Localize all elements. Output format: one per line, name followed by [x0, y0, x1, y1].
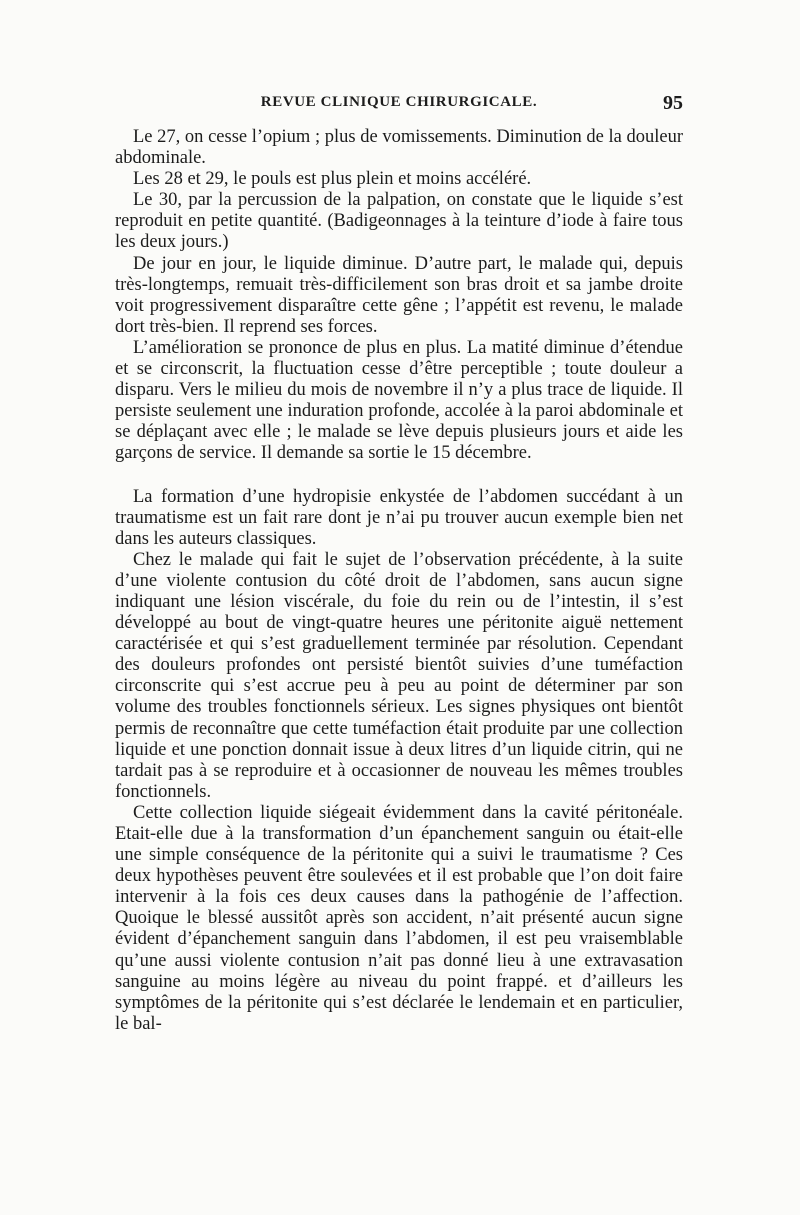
paragraph: L’amélioration se prononce de plus en plus. La matité diminue d’étendue et se circonscrit, la fluctuation cesse d’être perceptible ; toute douleur a disparu. Vers le milieu du mois de novembre il n’y a plus trace de liquide. Il persiste seulement une induration profonde, accolée à la paroi abdominale et se déplaçant avec elle ; le malade se lève depuis plusieurs jours et aide les garçons de service. Il demande sa sortie le 15 décembre. [115, 337, 683, 464]
body-text [115, 127, 683, 1035]
section-gap [115, 465, 683, 487]
paragraph: Chez le malade qui fait le sujet de l’observation précédente, à la suite d’une violente contusion du côté droit de l’abdomen, sans aucun signe indiquant une lésion viscérale, du foie du rein ou de l’intestin, il s’est développé au bout de vingt-quatre heures une péritonite aiguë nettement caractérisée et qui s’est graduellement terminée par résolution. Cependant des douleurs profondes ont persisté bientôt suivies d’une tuméfaction circonscrite qui s’est accrue peu à peu au point de déterminer par son volume des troubles fonctionnels sérieux. Les signes physiques ont bientôt permis de reconnaître que cette tuméfaction était produite par une collection liquide et une ponction donnait issue à deux litres d’un liquide citrin, qui ne tardait pas à se reproduire et à occasionner de nouveau les mêmes troubles fonctionnels. [115, 549, 683, 802]
paragraph: De jour en jour, le liquide diminue. D’autre part, le malade qui, depuis très-longtemps, remuait très-difficilement son bras droit et sa jambe droite voit progressivement disparaître cette gêne ; l’appétit est revenu, le malade dort très-bien. Il reprend ses forces. [115, 253, 683, 337]
page-header [115, 94, 683, 118]
paragraph: Les 28 et 29, le pouls est plus plein et moins accéléré. [133, 169, 532, 190]
paragraph: Le 30, par la percussion de la palpation, on constate que le liquide s’est reproduit en petite quantité. (Badigeonnages à la teinture d’iode à faire tous les deux jours.) [115, 190, 683, 253]
running-head: REVUE CLINIQUE CHIRURGICALE. [260, 94, 538, 110]
paragraph: La formation d’une hydropisie enkystée de l’abdomen succédant à un traumatisme est un fait rare dont je n’ai pu trouver aucun exemple bien net dans les auteurs classiques. [115, 486, 683, 549]
page-number: 95 [663, 92, 683, 114]
paragraph: Le 27, on cesse l’opium ; plus de vomissements. Diminution de la douleur abdominale. [115, 127, 683, 169]
paragraph: Cette collection liquide siégeait évidemment dans la cavité péritonéale. Etait-elle due à la transformation d’un épanchement sanguin ou était-elle une simple conséquence de la péritonite qui a suivi le traumatisme ? Ces deux hypothèses peuvent être soulevées et il est probable que l’on doit faire intervenir à la fois ces deux causes dans la pathogénie de l’affection. Quoique le blessé aussitôt après son accident, n’ait présenté aucun signe évident d’épanchement sanguin dans l’abdomen, il est peu vraisemblable qu’une aussi violente contusion n’ait pas donné lieu à une extravasation sanguine au moins légère au niveau du point frappé. et d’ailleurs les symptômes de la péritonite qui s’est déclarée le lendemain et en particulier, le bal- [115, 802, 683, 1034]
